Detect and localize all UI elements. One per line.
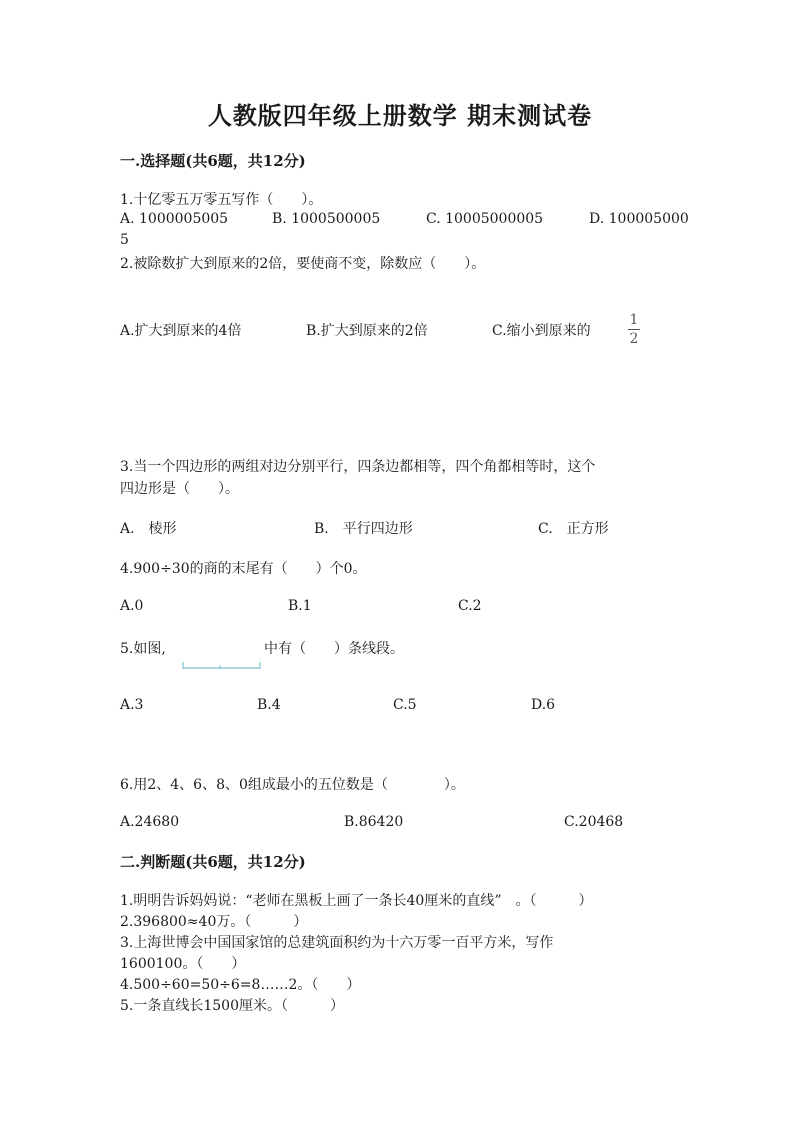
question-6: 6.用2、4、6、8、0组成最小的五位数是（ ）。 xyxy=(120,777,465,793)
judgement-item-5: 5.一条直线长1500厘米。（ ） xyxy=(120,998,344,1014)
question-5-suffix: 中有（ ）条线段。 xyxy=(264,641,404,657)
page-title: 人教版四年级上册数学 期末测试卷 xyxy=(207,101,593,130)
fraction-denominator: 2 xyxy=(629,331,639,347)
question-6-option-b: B.86420 xyxy=(344,814,404,830)
question-3-line-2: 四边形是（ ）。 xyxy=(120,481,239,497)
fraction-bar xyxy=(628,329,640,330)
question-5-option-b: B.4 xyxy=(257,697,281,713)
section-heading-choice: 一.选择题(共6题，共12分) xyxy=(120,152,306,170)
line-segment-figure xyxy=(182,660,262,672)
section-heading-judgement: 二.判断题(共6题，共12分) xyxy=(120,853,306,871)
judgement-item-2: 2.396800≈40万。（ ） xyxy=(120,914,308,930)
question-5-option-c: C.5 xyxy=(393,697,417,713)
question-2-option-c: C.缩小到原来的 xyxy=(492,323,591,339)
judgement-item-1: 1.明明告诉妈妈说：“老师在黑板上画了一条长40厘米的直线” 。（ ） xyxy=(120,893,593,909)
question-2-option-b: B.扩大到原来的2倍 xyxy=(306,323,428,339)
question-1-option-d: D. 100005000 xyxy=(589,211,689,227)
question-3-option-a: A. 棱形 xyxy=(120,521,177,537)
question-4-option-a: A.0 xyxy=(120,598,144,614)
question-1-option-a: A. 1000005005 xyxy=(120,211,229,227)
question-4-option-c: C.2 xyxy=(458,598,482,614)
question-1-option-c: C. 10005000005 xyxy=(426,211,544,227)
question-3-line-1: 3.当一个四边形的两组对边分别平行，四条边都相等，四个角都相等时，这个 xyxy=(120,459,596,475)
question-5-option-a: A.3 xyxy=(120,697,144,713)
question-2-option-a: A.扩大到原来的4倍 xyxy=(120,323,242,339)
question-5-prefix: 5.如图, xyxy=(120,641,166,657)
judgement-item-3-line-1: 3.上海世博会中国国家馆的总建筑面积约为十六万零一百平方米，写作 xyxy=(120,935,554,951)
question-4: 4.900÷30的商的末尾有（ ）个0。 xyxy=(120,561,367,577)
question-6-option-c: C.20468 xyxy=(564,814,624,830)
question-1-option-b: B. 1000500005 xyxy=(272,211,381,227)
question-2: 2.被除数扩大到原来的2倍，要使商不变，除数应（ ）。 xyxy=(120,256,486,272)
fraction-one-half xyxy=(626,312,642,347)
question-3-option-b: B. 平行四边形 xyxy=(314,521,413,537)
question-5-option-d: D.6 xyxy=(531,697,556,713)
fraction-numerator: 1 xyxy=(629,312,639,328)
question-6-option-a: A.24680 xyxy=(120,814,180,830)
question-1: 1.十亿零五万零五写作（ ）。 xyxy=(120,192,323,208)
question-3-option-c: C. 正方形 xyxy=(538,521,609,537)
question-4-option-b: B.1 xyxy=(288,598,312,614)
judgement-item-4: 4.500÷60=50÷6=8……2。（ ） xyxy=(120,977,361,993)
question-1-option-d-wrap: 5 xyxy=(120,232,129,248)
judgement-item-3-line-2: 1600100。（ ） xyxy=(120,956,246,972)
